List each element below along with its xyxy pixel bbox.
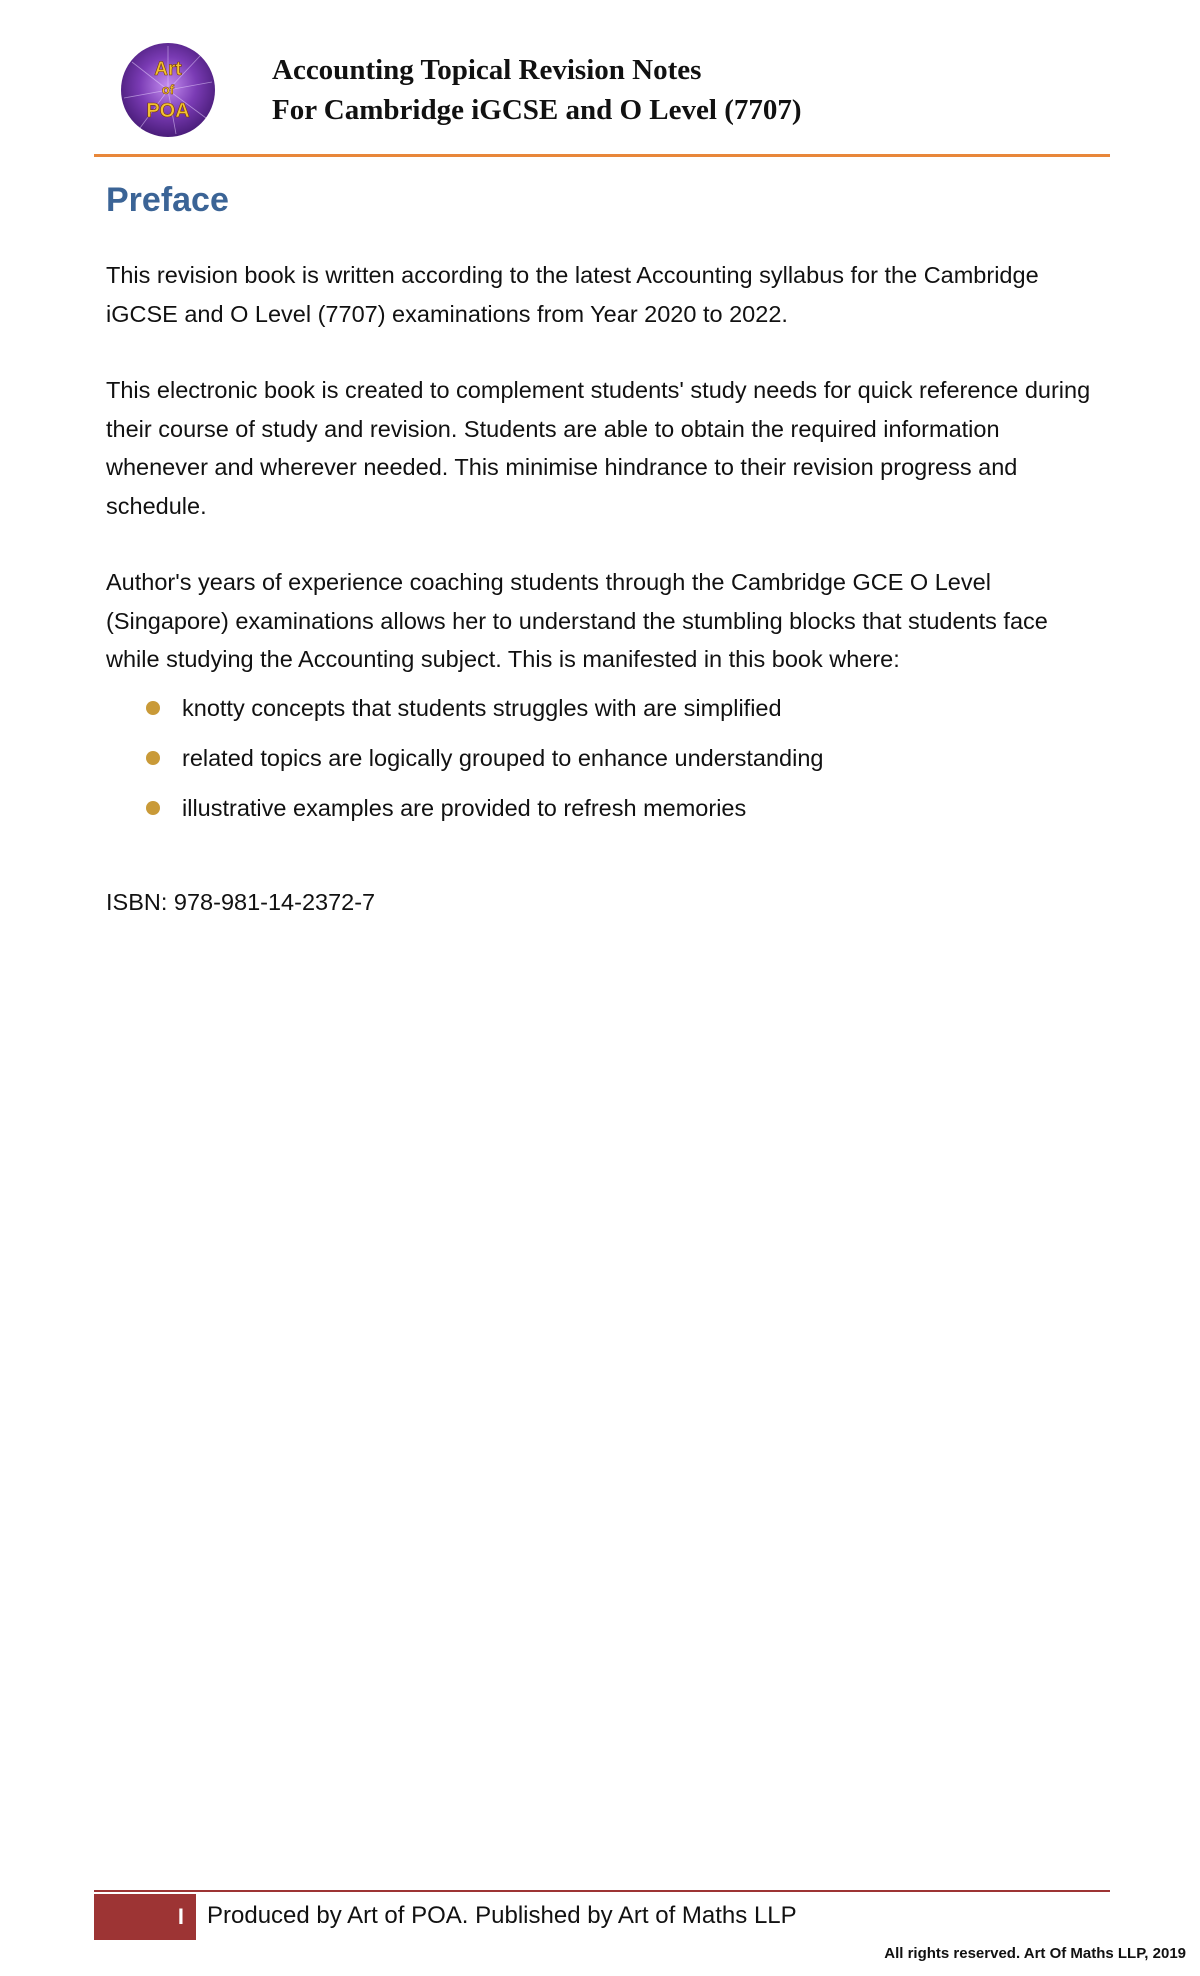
list-item-text: knotty concepts that students struggles with are simplified xyxy=(182,694,782,721)
art-of-poa-logo xyxy=(120,42,216,138)
bullet-dot-icon xyxy=(146,801,160,815)
list-item-text: related topics are logically grouped to enhance understanding xyxy=(182,744,824,771)
logo-text-of: of xyxy=(161,82,175,97)
header-title-line1: Accounting Topical Revision Notes xyxy=(272,54,702,86)
header-title xyxy=(272,50,802,130)
footer-producer: Produced by Art of POA. Published by Art of Maths LLP xyxy=(207,1902,797,1929)
list-item xyxy=(106,739,1106,777)
page-header xyxy=(94,40,1110,156)
logo-text-poa: POA xyxy=(146,100,190,122)
bullet-dot-icon xyxy=(146,751,160,765)
paragraph-syllabus: This revision book is written according to the latest Accounting syllabus for the Cambridge iGCSE and O Level (7707) examinations from Year 2020 to 2022. xyxy=(106,262,1039,327)
list-item-text: illustrative examples are provided to refresh memories xyxy=(182,794,747,821)
page-number: I xyxy=(94,1894,196,1940)
header-divider xyxy=(94,154,1110,157)
paragraph-author: Author's years of experience coaching students through the Cambridge GCE O Level (Singapore) examinations allows her to understand the stumbling blocks that students face while studying the Accounting subject. This is manifested in this book where: xyxy=(106,569,1048,672)
list-item xyxy=(106,789,1106,827)
copyright-notice: All rights reserved. Art Of Maths LLP, 2019 xyxy=(884,1945,1186,1962)
header-title-line2: For Cambridge iGCSE and O Level (7707) xyxy=(272,94,802,126)
preface-section xyxy=(106,178,1106,921)
logo-text-art: Art xyxy=(154,59,182,80)
paragraph-ebook: This electronic book is created to complement students' study needs for quick reference during their course of study and revision. Students are able to obtain the required information whenever and wherever needed. This minimise hindrance to their revision progress and schedule. xyxy=(106,377,1091,519)
isbn: ISBN: 978-981-14-2372-7 xyxy=(106,888,376,915)
feature-list xyxy=(106,689,1106,827)
footer-divider xyxy=(94,1890,1110,1892)
page-title: Preface xyxy=(106,181,229,219)
bullet-dot-icon xyxy=(146,701,160,715)
list-item xyxy=(106,689,1106,727)
